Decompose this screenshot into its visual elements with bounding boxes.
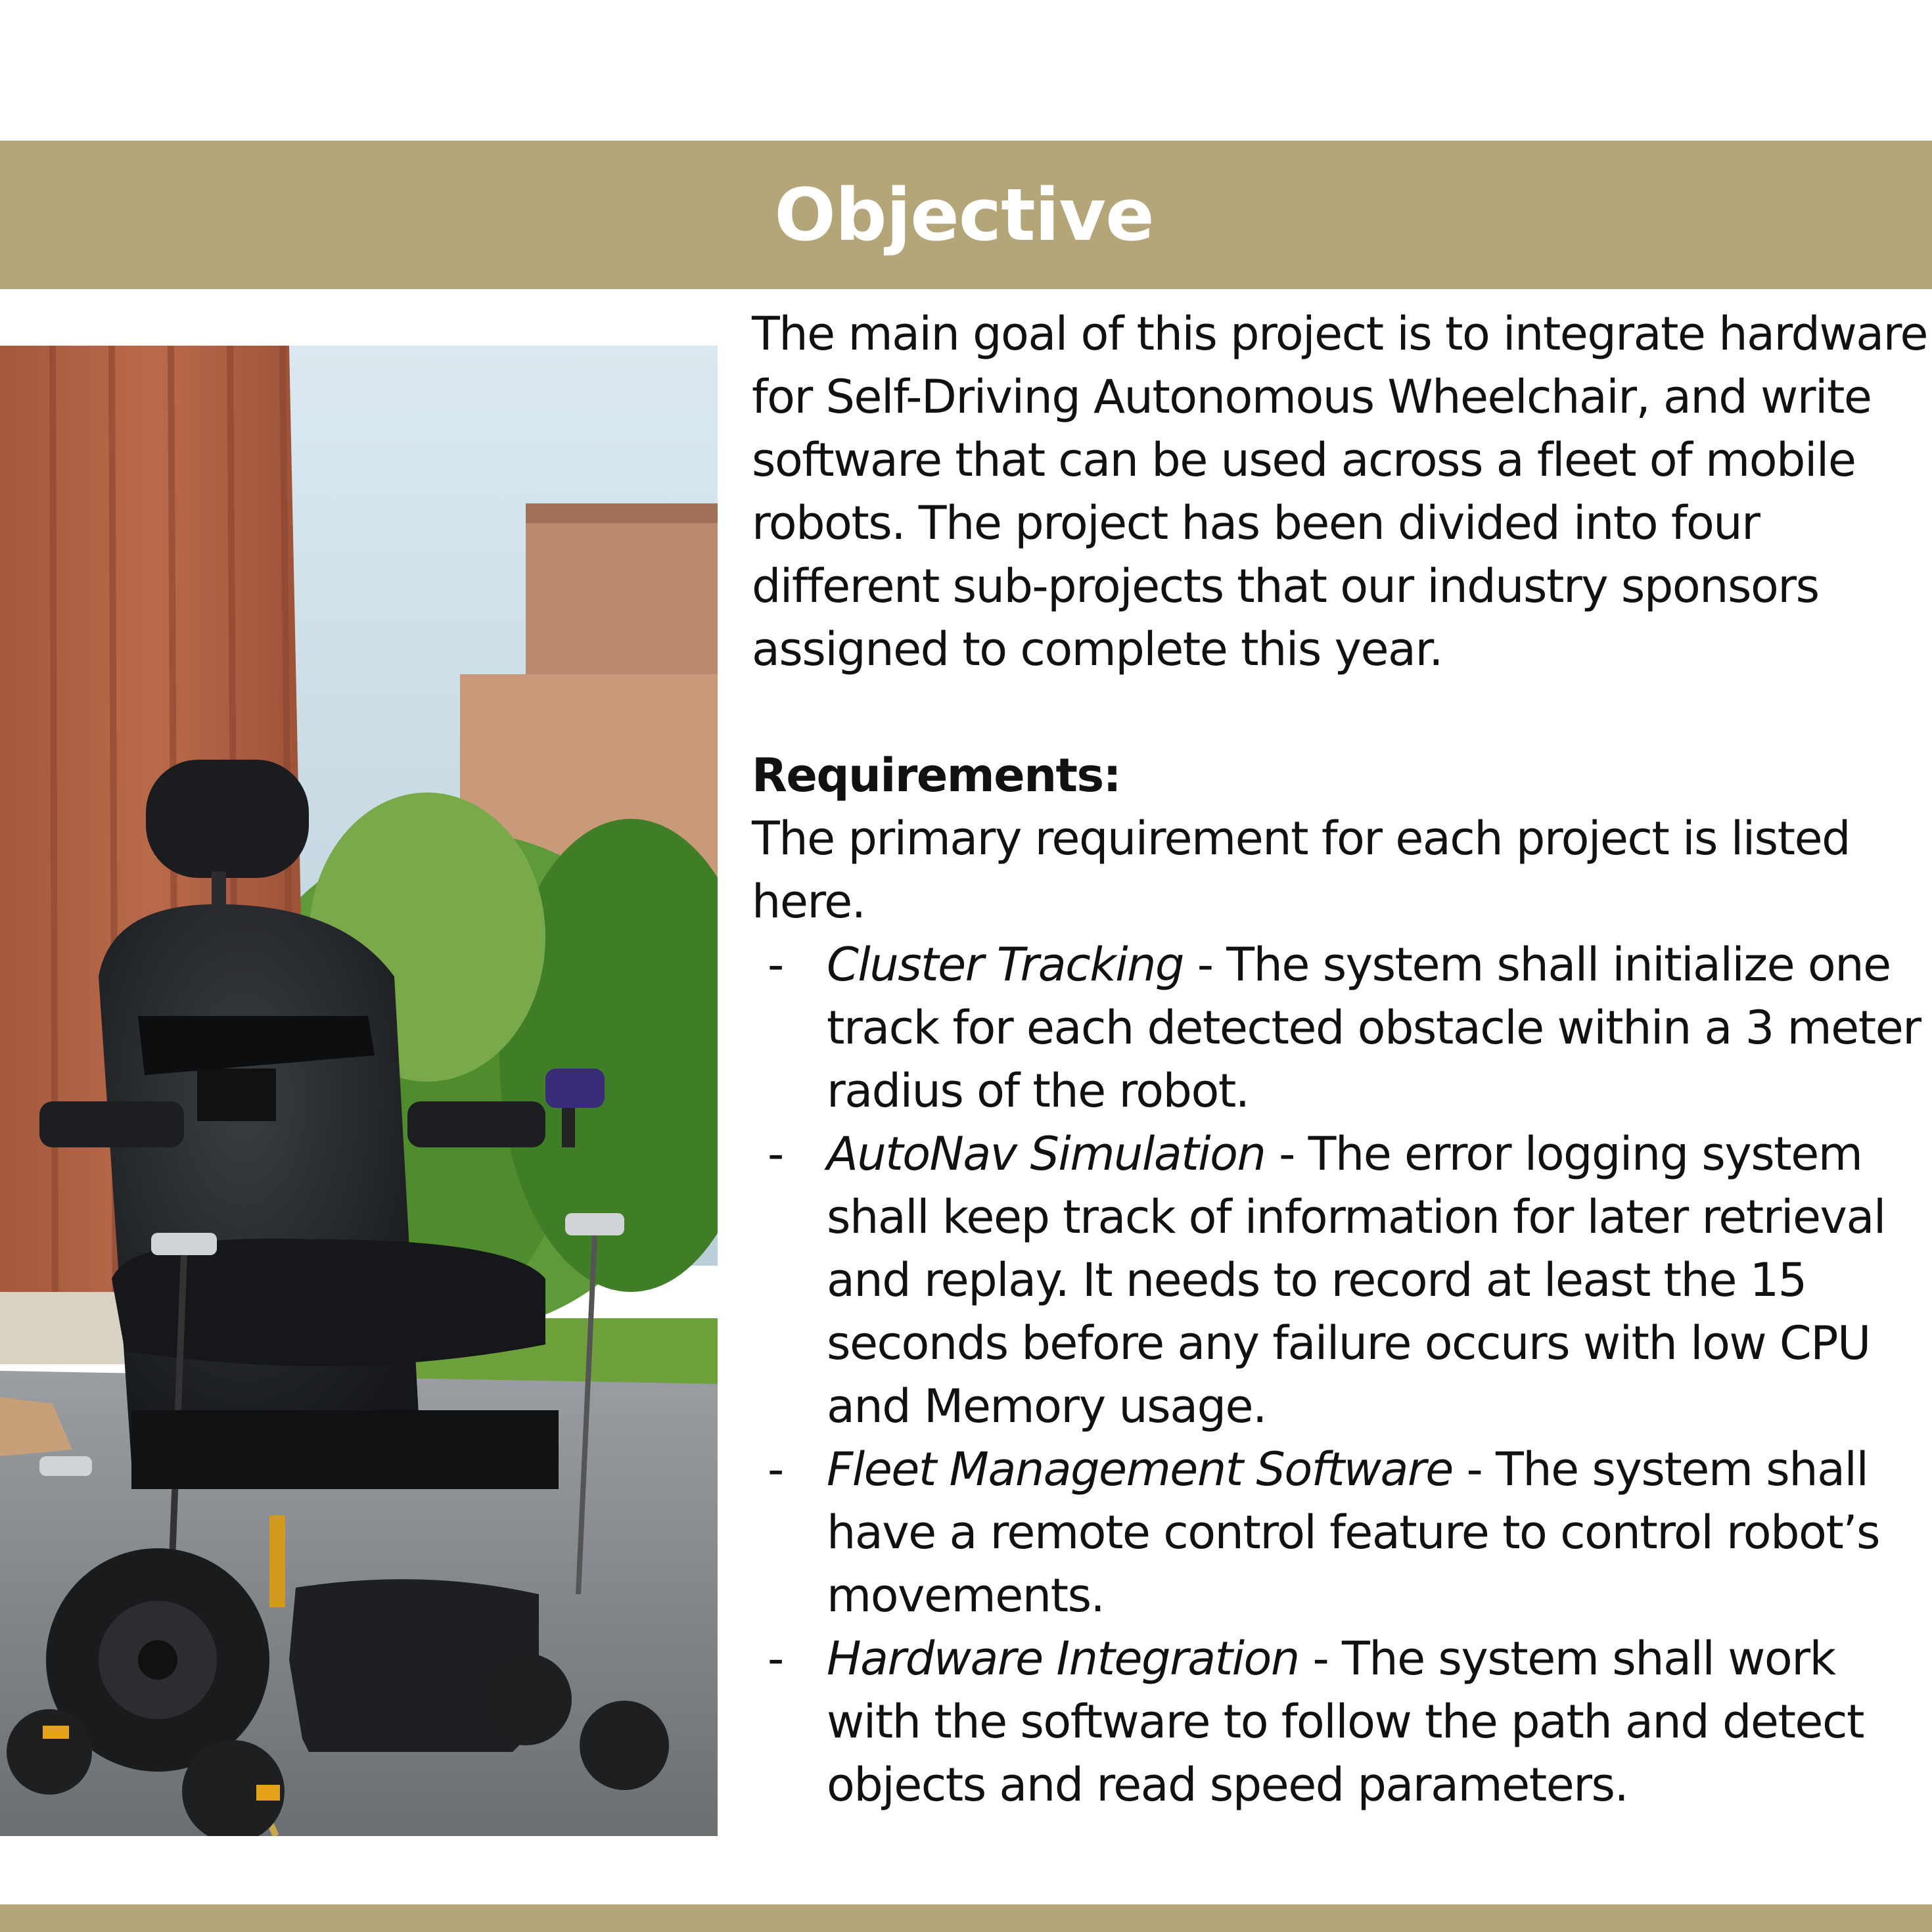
requirements-list [752, 933, 1928, 1816]
objective-text [752, 302, 1928, 1816]
bullet-dash: - [768, 938, 783, 992]
requirements-heading: Requirements: [752, 748, 1121, 802]
requirement-item [752, 933, 1928, 1122]
requirement-separator: - [1452, 1442, 1496, 1496]
requirement-text: The system shall work with the software to follow the path and detect objects and read speed parameters. [827, 1632, 1864, 1812]
intro-paragraph: The main goal of this project is to integrate hardware for Self-Driving Autonomous Wheelchair, and write software that can be used across a fleet of mobile robots. The project has been divided into four different sub-projects that our industry sponsors assigned to complete this year. [752, 307, 1927, 676]
banner-title: Objective [774, 173, 1154, 257]
requirement-item [752, 1627, 1928, 1816]
requirement-separator: - [1183, 938, 1227, 992]
bullet-dash: - [768, 1442, 783, 1496]
requirement-name: Hardware Integration [827, 1632, 1299, 1686]
requirement-item [752, 1438, 1928, 1627]
bullet-dash: - [768, 1127, 783, 1181]
objective-banner [0, 141, 1932, 289]
wheelchair-photo [0, 346, 718, 1836]
bottom-accent-bar [0, 1904, 1932, 1932]
requirement-item [752, 1122, 1928, 1438]
requirement-separator: - [1299, 1632, 1342, 1686]
spacer [752, 681, 1928, 744]
requirement-text: The error logging system shall keep track of information for later retrieval and replay. It needs to record at least the 15 seconds before any failure occurs with low CPU and Memory usage. [827, 1127, 1885, 1433]
requirement-name: AutoNav Simulation [827, 1127, 1266, 1181]
requirement-text: The system shall initialize one track for each detected obstacle within a 3 meter radius of the robot. [827, 938, 1921, 1118]
requirement-name: Fleet Management Software [827, 1442, 1453, 1496]
requirement-text: The system shall have a remote control feature to control robot’s movements. [827, 1442, 1880, 1622]
requirements-intro: The primary requirement for each project is listed here. [752, 812, 1851, 929]
bullet-dash: - [768, 1632, 783, 1686]
requirement-separator: - [1265, 1127, 1308, 1181]
requirement-name: Cluster Tracking [827, 938, 1184, 992]
